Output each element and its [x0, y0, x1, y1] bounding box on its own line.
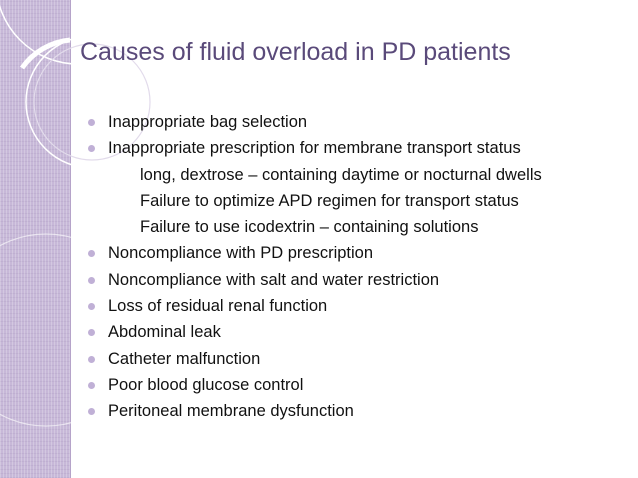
- bullet-dot-icon: [88, 356, 95, 363]
- item-text: long, dextrose – containing daytime or nocturnal dwells: [140, 165, 542, 184]
- bullet-dot-icon: [88, 303, 95, 310]
- bullet-item: [88, 138, 628, 164]
- item-text: Poor blood glucose control: [108, 375, 304, 394]
- bullet-item: [88, 296, 628, 322]
- item-text: Catheter malfunction: [108, 349, 261, 368]
- item-text: Abdominal leak: [108, 323, 221, 342]
- bullet-item: [88, 349, 628, 375]
- bullet-dot-icon: [88, 119, 95, 126]
- bullet-list: [88, 112, 628, 428]
- slide-title: Causes of fluid overload in PD patients: [80, 38, 511, 66]
- bullet-item: [88, 243, 628, 269]
- bullet-item: [88, 270, 628, 296]
- sub-item: [88, 191, 628, 217]
- item-text: Peritoneal membrane dysfunction: [108, 402, 354, 421]
- bullet-dot-icon: [88, 329, 95, 336]
- item-text: Noncompliance with PD prescription: [108, 244, 374, 263]
- item-text: Failure to use icodextrin – containing solutions: [140, 218, 479, 237]
- item-text: Inappropriate prescription for membrane transport status: [108, 139, 521, 158]
- bullet-dot-icon: [88, 277, 95, 284]
- bullet-item: [88, 401, 628, 427]
- item-text: Inappropriate bag selection: [108, 113, 308, 131]
- bullet-item: [88, 112, 628, 138]
- bullet-dot-icon: [88, 382, 95, 389]
- sub-item: [88, 165, 628, 191]
- bullet-item: [88, 322, 628, 348]
- item-text: Loss of residual renal function: [108, 297, 328, 316]
- bullet-dot-icon: [88, 408, 95, 415]
- bullet-item: [88, 375, 628, 401]
- item-text: Noncompliance with salt and water restriction: [108, 270, 440, 289]
- item-text: Failure to optimize APD regimen for transport status: [140, 191, 519, 210]
- sub-item: [88, 217, 628, 243]
- bullet-dot-icon: [88, 250, 95, 257]
- bullet-dot-icon: [88, 145, 95, 152]
